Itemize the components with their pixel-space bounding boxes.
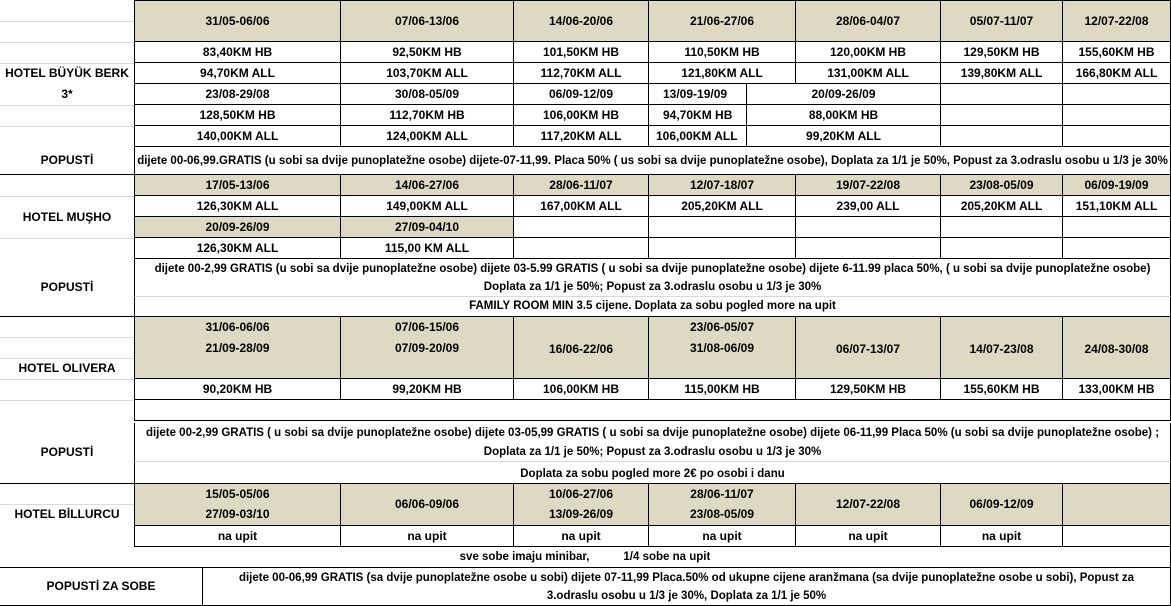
price-cell: 94,70KM ALL <box>134 63 340 84</box>
grid-line <box>0 126 134 127</box>
empty-cell <box>795 238 940 259</box>
period-header <box>134 317 340 379</box>
period-header: 12/07-18/07 <box>648 175 795 196</box>
discount-text: dijete 00-2,99 GRATIS (u sobi sa dvije punoplatežne osobe) dijete 03-5.99 GRATIS ( u sobi sa dvije punoplatežne osobe) dijete 6-11.99 placa 50%, ( u sobi sa dvije punoplatežne osobe) <box>134 259 1171 279</box>
price-cell: 106,00KM HB <box>513 105 648 126</box>
room-note-quad: 1/4 sobe na upit <box>623 550 711 563</box>
period-cell: 06/09-12/09 <box>513 84 648 105</box>
period-line: 07/09-20/09 <box>394 341 460 355</box>
period-header <box>513 484 648 526</box>
discount-text: dijete 00-2,99 GRATIS ( u sobi sa dvije punoplatežne osobe) dijete 03-05,99 GRATIS ( u sobi sa dvije punoplatežne osobe) dijete 06-11,99 Placa 50% (u sobi sa dvije punoplatežne osobe) ; <box>134 423 1171 443</box>
price-cell: 106,00KM ALL <box>648 126 746 147</box>
price-cell: na upit <box>795 526 940 547</box>
period-cell: 30/08-05/09 <box>340 84 513 105</box>
empty-cell <box>1062 217 1171 238</box>
empty-cell <box>1062 126 1171 147</box>
price-cell: na upit <box>340 526 513 547</box>
empty-cell <box>513 238 648 259</box>
discount-label: POPUSTİ <box>0 421 134 484</box>
room-note-minibar: sve sobe imaju minibar, <box>459 550 590 563</box>
empty-cell <box>1062 238 1171 259</box>
discount-label: POPUSTİ ZA SOBE <box>0 568 202 606</box>
empty-row <box>134 400 1171 421</box>
price-cell: 99,20KM ALL <box>746 126 940 147</box>
hotel-name: HOTEL BÜYÜK BERK <box>5 66 129 80</box>
period-line: 15/05-05/06 <box>205 487 270 501</box>
period-header: 31/05-06/06 <box>134 0 340 42</box>
empty-cell <box>648 217 795 238</box>
price-cell: 205,20KM ALL <box>940 196 1062 217</box>
empty-cell <box>940 238 1062 259</box>
price-cell: 155,60KM HB <box>1062 42 1171 63</box>
period-header: 28/06-04/07 <box>795 0 940 42</box>
period-line: 28/06-11/07 <box>690 487 754 501</box>
discount-text: Doplata za 1/1 je 50%; Popust za 3.odraslu osobu u 1/3 je 30% <box>134 279 1171 296</box>
grid-line <box>0 400 134 401</box>
period-header: 24/08-30/08 <box>1062 317 1171 379</box>
period-line: 07/06-15/06 <box>394 320 460 334</box>
empty-cell <box>1062 526 1171 547</box>
empty-cell <box>1062 105 1171 126</box>
empty-cell <box>513 217 648 238</box>
grid-line <box>0 105 134 106</box>
period-header: 06/07-13/07 <box>795 317 940 379</box>
period-header: 27/09-04/10 <box>340 217 513 238</box>
empty-cell <box>1062 84 1171 105</box>
price-cell: 140,00KM ALL <box>134 126 340 147</box>
empty-cell <box>940 217 1062 238</box>
price-cell: 99,20KM HB <box>340 379 513 400</box>
period-header: 17/05-13/06 <box>134 175 340 196</box>
price-cell: 166,80KM ALL <box>1062 63 1171 84</box>
price-cell: na upit <box>134 526 340 547</box>
grid-line <box>0 238 134 239</box>
price-cell: 106,00KM HB <box>513 379 648 400</box>
period-header: 07/06-13/06 <box>340 0 513 42</box>
empty-cell <box>940 105 1062 126</box>
price-cell: 115,00KM HB <box>648 379 795 400</box>
period-line: 23/08-05/09 <box>689 507 755 521</box>
price-cell: 112,70KM ALL <box>513 63 648 84</box>
grid-line <box>0 337 134 338</box>
discount-text: Doplata za sobu pogled more 2€ po osobi i danu <box>134 461 1171 484</box>
price-cell: 117,20KM ALL <box>513 126 648 147</box>
grid-line <box>0 196 134 197</box>
price-cell: 88,00KM HB <box>746 105 940 126</box>
period-line: 27/09-03/10 <box>205 507 270 521</box>
price-cell: 83,40KM HB <box>134 42 340 63</box>
price-cell: 129,50KM HB <box>940 42 1062 63</box>
period-line: 10/06-27/06 <box>548 487 614 501</box>
empty-header <box>1062 484 1171 526</box>
price-cell: 124,00KM ALL <box>340 126 513 147</box>
price-cell: 120,00KM HB <box>795 42 940 63</box>
period-header: 16/06-22/06 <box>513 317 648 379</box>
period-header: 06/09-12/09 <box>940 484 1062 526</box>
price-cell: 129,50KM HB <box>795 379 940 400</box>
period-line: 23/06-05/07 <box>689 320 755 334</box>
discount-label: POPUSTİ <box>0 259 134 317</box>
grid-line <box>0 42 134 43</box>
price-cell: 239,00 ALL <box>795 196 940 217</box>
hotel-stars: 3* <box>61 87 73 101</box>
price-cell: 149,00KM ALL <box>340 196 513 217</box>
period-header: 05/07-11/07 <box>940 0 1062 42</box>
empty-cell <box>940 126 1062 147</box>
discount-text: dijete 00-06,99.GRATIS (u sobi sa dvije punoplatežne osobe) dijete-07-11,99. Placa 50% ( us sobi sa dvije punoplatežne osobe), Doplata za 1/1 je 50%, Popust za 3.odraslu osobu u 1/3 je 30% <box>134 147 1171 175</box>
price-cell: 126,30KM ALL <box>134 196 340 217</box>
grid-line <box>0 379 134 380</box>
hotel-name: HOTEL MUŞHO <box>22 210 112 224</box>
period-header: 14/06-20/06 <box>513 0 648 42</box>
price-cell: 92,50KM HB <box>340 42 513 63</box>
period-header <box>134 484 340 526</box>
price-cell: 131,00KM ALL <box>795 63 940 84</box>
period-cell: 20/09-26/09 <box>746 84 940 105</box>
grid-line <box>0 21 134 22</box>
discount-text: dijete 00-06,99 GRATIS (sa dvije punoplatežne osobe u sobi) dijete 07-11,99 Placa.50% od ukupne cijene aranžmana (sa dvije punoplatežne osobe u sobi), Popust za 3.odraslu osobu u 1/3 je 30%, Doplata za 1/1 je 50% <box>202 568 1171 606</box>
discount-text: Doplata za 1/1 je 50%; Popust za 3.odraslu osobu u 1/3 je 30% <box>134 443 1171 461</box>
price-cell: 128,50KM HB <box>134 105 340 126</box>
period-header: 28/06-11/07 <box>513 175 648 196</box>
price-cell: 167,00KM ALL <box>513 196 648 217</box>
price-cell: 133,00KM HB <box>1062 379 1171 400</box>
period-header: 14/06-27/06 <box>340 175 513 196</box>
period-header <box>648 317 795 379</box>
price-cell: 90,20KM HB <box>134 379 340 400</box>
period-header: 12/07-22/08 <box>1062 0 1171 42</box>
price-cell: 94,70KM HB <box>648 105 746 126</box>
empty-cell <box>795 217 940 238</box>
period-header: 06/09-19/09 <box>1062 175 1171 196</box>
price-cell: 205,20KM ALL <box>648 196 795 217</box>
price-cell: 112,70KM HB <box>340 105 513 126</box>
period-header: 20/09-26/09 <box>134 217 340 238</box>
price-cell: 101,50KM HB <box>513 42 648 63</box>
period-line: 13/09-26/09 <box>548 507 614 521</box>
period-line: 21/09-28/09 <box>205 341 270 355</box>
period-header: 23/08-05/09 <box>940 175 1062 196</box>
empty-cell <box>648 238 795 259</box>
price-cell: na upit <box>940 526 1062 547</box>
price-cell: 151,10KM ALL <box>1062 196 1171 217</box>
price-cell: 155,60KM HB <box>940 379 1062 400</box>
period-header: 06/06-09/06 <box>340 484 513 526</box>
empty-cell <box>940 84 1062 105</box>
discount-label: POPUSTİ <box>0 147 134 175</box>
period-cell: 23/08-29/08 <box>134 84 340 105</box>
period-line: 31/06-06/06 <box>205 320 270 334</box>
price-cell: 103,70KM ALL <box>340 63 513 84</box>
period-cell: 13/09-19/09 <box>648 84 746 105</box>
period-line: 31/08-06/09 <box>689 341 755 355</box>
price-cell: 110,50KM HB <box>648 42 795 63</box>
price-cell: 126,30KM ALL <box>134 238 340 259</box>
period-header: 21/06-27/06 <box>648 0 795 42</box>
period-header: 14/07-23/08 <box>940 317 1062 379</box>
room-note <box>0 547 1171 568</box>
discount-text: FAMILY ROOM MIN 3.5 cijene. Doplata za sobu pogled more na upit <box>134 296 1171 317</box>
period-header <box>648 484 795 526</box>
period-header: 19/07-22/08 <box>795 175 940 196</box>
price-cell: na upit <box>513 526 648 547</box>
price-cell: 115,00 KM ALL <box>340 238 513 259</box>
hotel-name: HOTEL BİLLURCU <box>14 507 120 521</box>
hotel-name: HOTEL OLIVERA <box>18 361 116 375</box>
price-cell: 139,80KM ALL <box>940 63 1062 84</box>
period-header <box>340 317 513 379</box>
price-cell: 121,80KM ALL <box>648 63 795 84</box>
price-cell: na upit <box>648 526 795 547</box>
period-header: 12/07-22/08 <box>795 484 940 526</box>
